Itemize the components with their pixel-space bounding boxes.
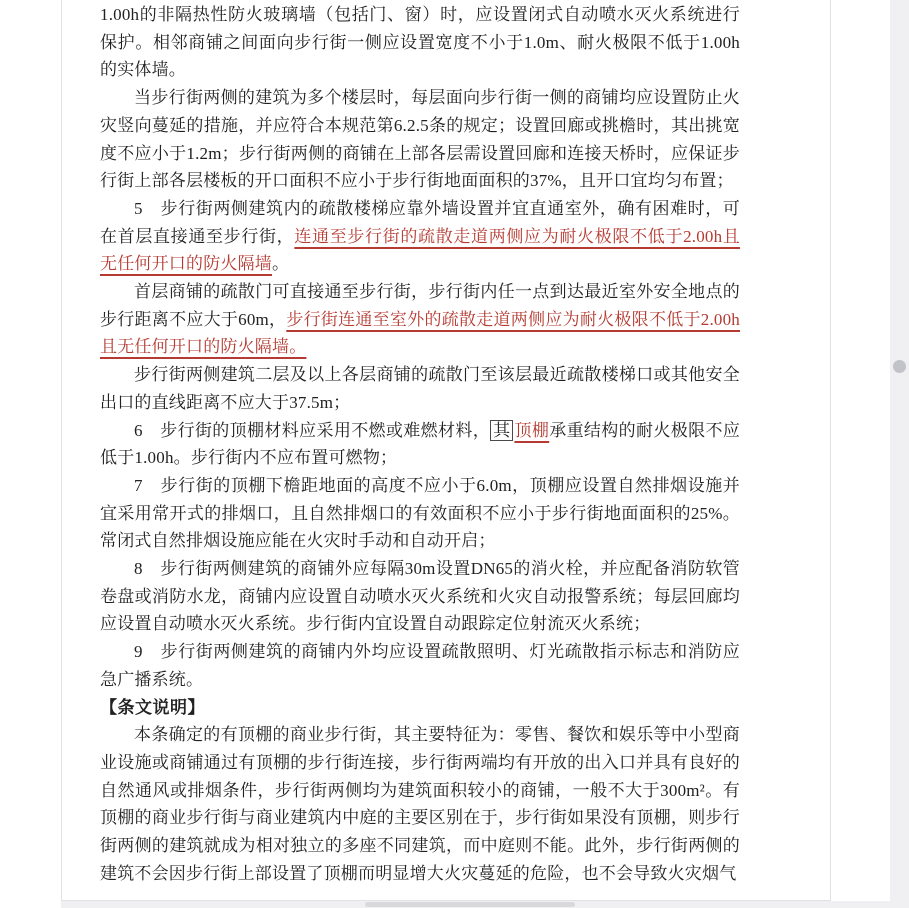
paragraph (100, 1, 740, 84)
boxed-char: 其 (490, 420, 513, 441)
section-heading (100, 694, 740, 722)
paragraph (100, 195, 740, 278)
text-segment: 。 (272, 254, 290, 274)
horizontal-scrollbar-thumb[interactable] (365, 902, 575, 907)
paragraph (100, 84, 740, 195)
text-segment: 1.00h的非隔热性防火玻璃墙（包括门、窗）时，应设置闭式自动喷水灭火系统进行保护。相邻商铺之间面向步行街一侧应设置宽度不小于1.0m、耐火极限不低于1.00h的实体墙。 (100, 5, 740, 80)
paragraph (100, 555, 740, 638)
text-segment: 7 步行街的顶棚下檐距地面的高度不应小于6.0m，顶棚应设置自然排烟设施并宜采用常开式的排烟口，且自然排烟口的有效面积不应小于步行街地面面积的25%。常闭式自然排烟设施应能在火灾时手动和自动开启； (100, 475, 740, 551)
paragraph (100, 361, 740, 416)
text-segment: 【条文说明】 (100, 697, 205, 717)
text-segment: 5 步行街两侧建筑内的疏散楼梯应靠外墙设置并宜直通室外，确有困难时，可在首层直接通至步行街， (100, 198, 740, 246)
vertical-scrollbar[interactable] (890, 0, 909, 908)
paragraph (100, 721, 740, 887)
paragraph (100, 638, 740, 693)
document-content (100, 1, 740, 888)
text-segment: 当步行街两侧的建筑为多个楼层时，每层面向步行街一侧的商铺均应设置防止火灾竖向蔓延的措施，并应符合本规范第6.2.5条的规定；设置回廊或挑檐时，其出挑宽度不应小于1.2m；步行街两侧的商铺在上部各层需设置回廊和连接天桥时，应保证步行街上部各层楼板的开口面积不应小于步行街地面面积的37%，且开口宜均匀布置； (100, 88, 740, 191)
text-segment: 8 步行街两侧建筑的商铺外应每隔30m设置DN65的消火栓，并应配备消防软管卷盘或消防水龙，商铺内应设置自动喷水灭火系统和火灾自动报警系统；每层回廊均应设置自动喷水灭火系统。步行街内宜设置自动跟踪定位射流灭火系统； (100, 559, 740, 634)
revision-text: 顶棚 (514, 420, 550, 440)
text-segment: 9 步行街两侧建筑的商铺内外均应设置疏散照明、灯光疏散指示标志和消防应急广播系统。 (100, 642, 740, 689)
text-segment: 步行街两侧建筑二层及以上各层商铺的疏散门至该层最近疏散楼梯口或其他安全出口的直线距离不应大于37.5m； (100, 365, 740, 412)
revision-text: 步行街连通至室外的疏散走道两侧应为耐火极限不低于2.00h且无任何开口的防火隔墙。 (100, 309, 740, 357)
paragraph (100, 278, 740, 361)
text-segment: 承重结构的耐火极限不应低于1.00h。步行街内不应布置可燃物； (100, 420, 741, 468)
paragraph (100, 417, 740, 472)
document-page (61, 0, 831, 901)
vertical-scrollbar-thumb[interactable] (893, 360, 906, 373)
text-segment: 6 步行街的顶棚材料应采用不燃或难燃材料， (134, 420, 491, 440)
text-segment: 首层商铺的疏散门可直接通至步行街，步行街内任一点到达最近室外安全地点的步行距离不应大于60m， (100, 282, 740, 329)
paragraph (100, 472, 740, 555)
revision-text: 连通至步行街的疏散走道两侧应为耐火极限不低于2.00h且无任何开口的防火隔墙 (100, 226, 740, 274)
text-segment: 本条确定的有顶棚的商业步行街，其主要特征为：零售、餐饮和娱乐等中小型商业设施或商铺通过有顶棚的步行街连接，步行街两端均有开放的出入口并具有良好的自然通风或排烟条件，步行街两侧均为建筑面积较小的商铺，一般不大于300m²。有顶棚的商业步行街与商业建筑内中庭的主要区别在于，步行街如果没有顶棚，则步行街两侧的建筑就成为相对独立的多座不同建筑，而中庭则不能。此外，步行街两侧的建筑不会因步行街上部设置了顶棚而明显增大火灾蔓延的危险，也不会导致火灾烟气 (100, 725, 740, 883)
